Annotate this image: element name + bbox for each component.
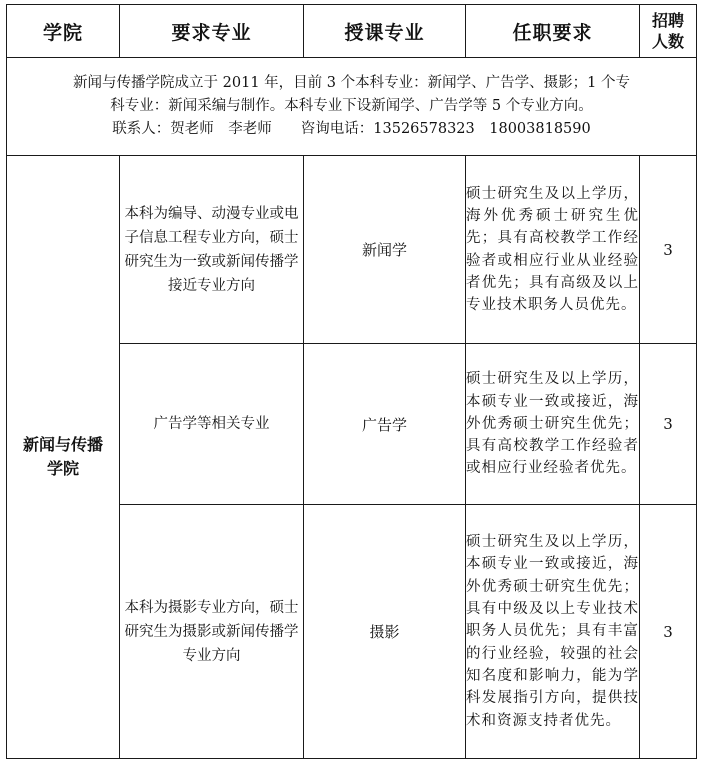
college-name [7, 156, 120, 759]
intro-line-3: 联系人：贺老师 李老师 咨询电话：13526578323 18003818590 [112, 121, 591, 137]
teaching-major-cell: 新闻学 [304, 156, 466, 344]
table-row [7, 156, 697, 344]
requirements-cell: 硕士研究生及以上学历，本硕专业一致或接近，海外优秀硕士研究生优先；具有高校教学工作经验者或相应行业经验者优先。 [466, 344, 640, 505]
required-major-cell: 广告学等相关专业 [120, 344, 304, 505]
requirements-cell: 硕士研究生及以上学历，本硕专业一致或接近，海外优秀硕士研究生优先；具有中级及以上专业技术职务人员优先；具有丰富的行业经验，较强的社会知名度和影响力，能为学科发展指引方向，提供技术和资源支持者优先。 [466, 505, 640, 759]
recruitment-table [6, 4, 697, 759]
intro-line-1: 新闻与传播学院成立于 2011 年，目前 3 个本科专业：新闻学、广告学、摄影；1 个专 [73, 75, 630, 91]
teaching-major-cell: 摄影 [304, 505, 466, 759]
teaching-major-cell: 广告学 [304, 344, 466, 505]
college-name-line1: 新闻与传播 [22, 435, 103, 454]
requirements-cell: 硕士研究生及以上学历，海外优秀硕士研究生优先；具有高校教学工作经验者或相应行业从业经验者优先；具有高级及以上专业技术职务人员优先。 [466, 156, 640, 344]
intro-row [7, 58, 697, 156]
headcount-cell: 3 [640, 344, 697, 505]
required-major-cell: 本科为编导、动漫专业或电子信息工程专业方向，硕士研究生为一致或新闻传播学接近专业方向 [120, 156, 304, 344]
college-name-line2: 学院 [46, 459, 79, 478]
headcount-cell: 3 [640, 505, 697, 759]
header-teaching-major: 授课专业 [304, 5, 466, 58]
college-intro [7, 58, 697, 156]
header-row [7, 5, 697, 58]
header-headcount-line1: 招聘 [651, 11, 684, 30]
header-requirements: 任职要求 [466, 5, 640, 58]
intro-line-2: 科专业：新闻采编与制作。本科专业下设新闻学、广告学等 5 个专业方向。 [110, 98, 593, 114]
header-college: 学院 [7, 5, 120, 58]
headcount-cell: 3 [640, 156, 697, 344]
header-headcount [640, 5, 697, 58]
header-required-major: 要求专业 [120, 5, 304, 58]
header-headcount-line2: 人数 [651, 32, 684, 51]
required-major-cell: 本科为摄影专业方向，硕士研究生为摄影或新闻传播学专业方向 [120, 505, 304, 759]
